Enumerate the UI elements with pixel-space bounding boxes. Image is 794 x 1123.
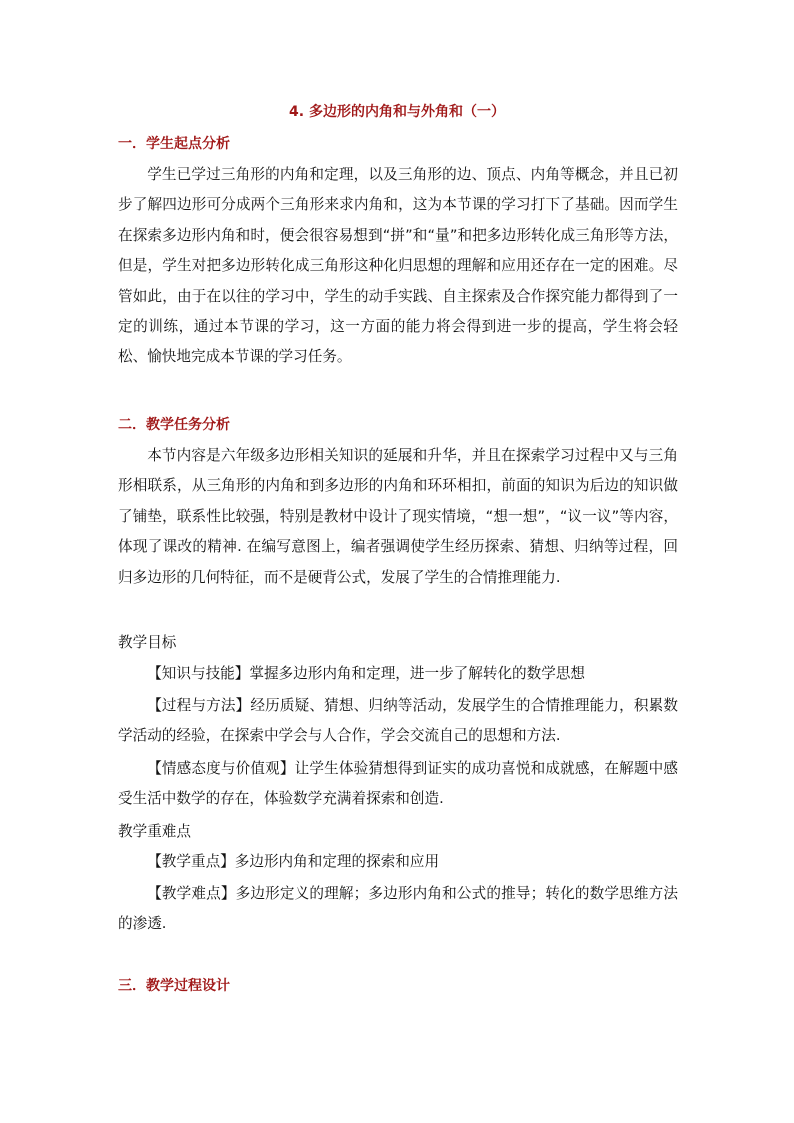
difficult-point: 【教学难点】多边形定义的理解；多边形内角和公式的推导；转化的数学思维方法的渗透. (118, 885, 678, 933)
document-title: 4. 多边形的内角和与外角和（一） (289, 104, 505, 120)
section-heading-student-analysis: 一．学生起点分析 (118, 136, 230, 152)
key-point: 【教学重点】多边形内角和定理的探索和应用 (147, 853, 440, 870)
label-teaching-objectives: 教学目标 (118, 634, 177, 651)
paragraph-student-analysis: 学生已学过三角形的内角和定理，以及三角形的边、顶点、内角等概念，并且已初步了解四边形可分成两个三角形来求内角和，这为本节课的学习打下了基础。因而学生在探索多边形内角和时，便会很容易想到“拼”和“量”和把多边形转化成三角形等方法，但是，学生对把多边形转化成三角形这种化归思想的理解和应用还存在一定的困难。尽管如此，由于在以往的学习中，学生的动手实践、自主探索及合作探究能力都得到了一定的训练，通过本节课的学习，这一方面的能力将会得到进一步的提高，学生将会轻松、愉快地完成本节课的学习任务。 (118, 166, 678, 366)
objective-process-method: 【过程与方法】经历质疑、猜想、归纳等活动，发展学生的合情推理能力，积累数学活动的经验，在探索中学会与人合作，学会交流自己的思想和方法. (118, 697, 678, 745)
section-heading-task-analysis: 二．教学任务分析 (118, 417, 230, 433)
label-key-difficult-points: 教学重难点 (118, 823, 191, 840)
paragraph-task-analysis: 本节内容是六年级多边形相关知识的延展和升华，并且在探索学习过程中又与三角形相联系，从三角形的内角和到多边形的内角和环环相扣，前面的知识为后边的知识做了铺垫，联系性比较强，特别是教材中设计了现实情境，“想一想”，“议一议”等内容，体现了课改的精神. 在编写意图上，编者强调使学生经历探索、猜想、归纳等过程，回归多边形的几何特征，而不是硬背公式，发展了学生的合情推理能力. (118, 447, 678, 586)
section-heading-process-design: 三．教学过程设计 (118, 978, 230, 994)
objective-knowledge-skills: 【知识与技能】掌握多边形内角和定理，进一步了解转化的数学思想 (147, 665, 586, 682)
objective-emotion-values: 【情感态度与价值观】让学生体验猜想得到证实的成功喜悦和成就感，在解题中感受生活中数学的存在，体验数学充满着探索和创造. (118, 760, 678, 808)
